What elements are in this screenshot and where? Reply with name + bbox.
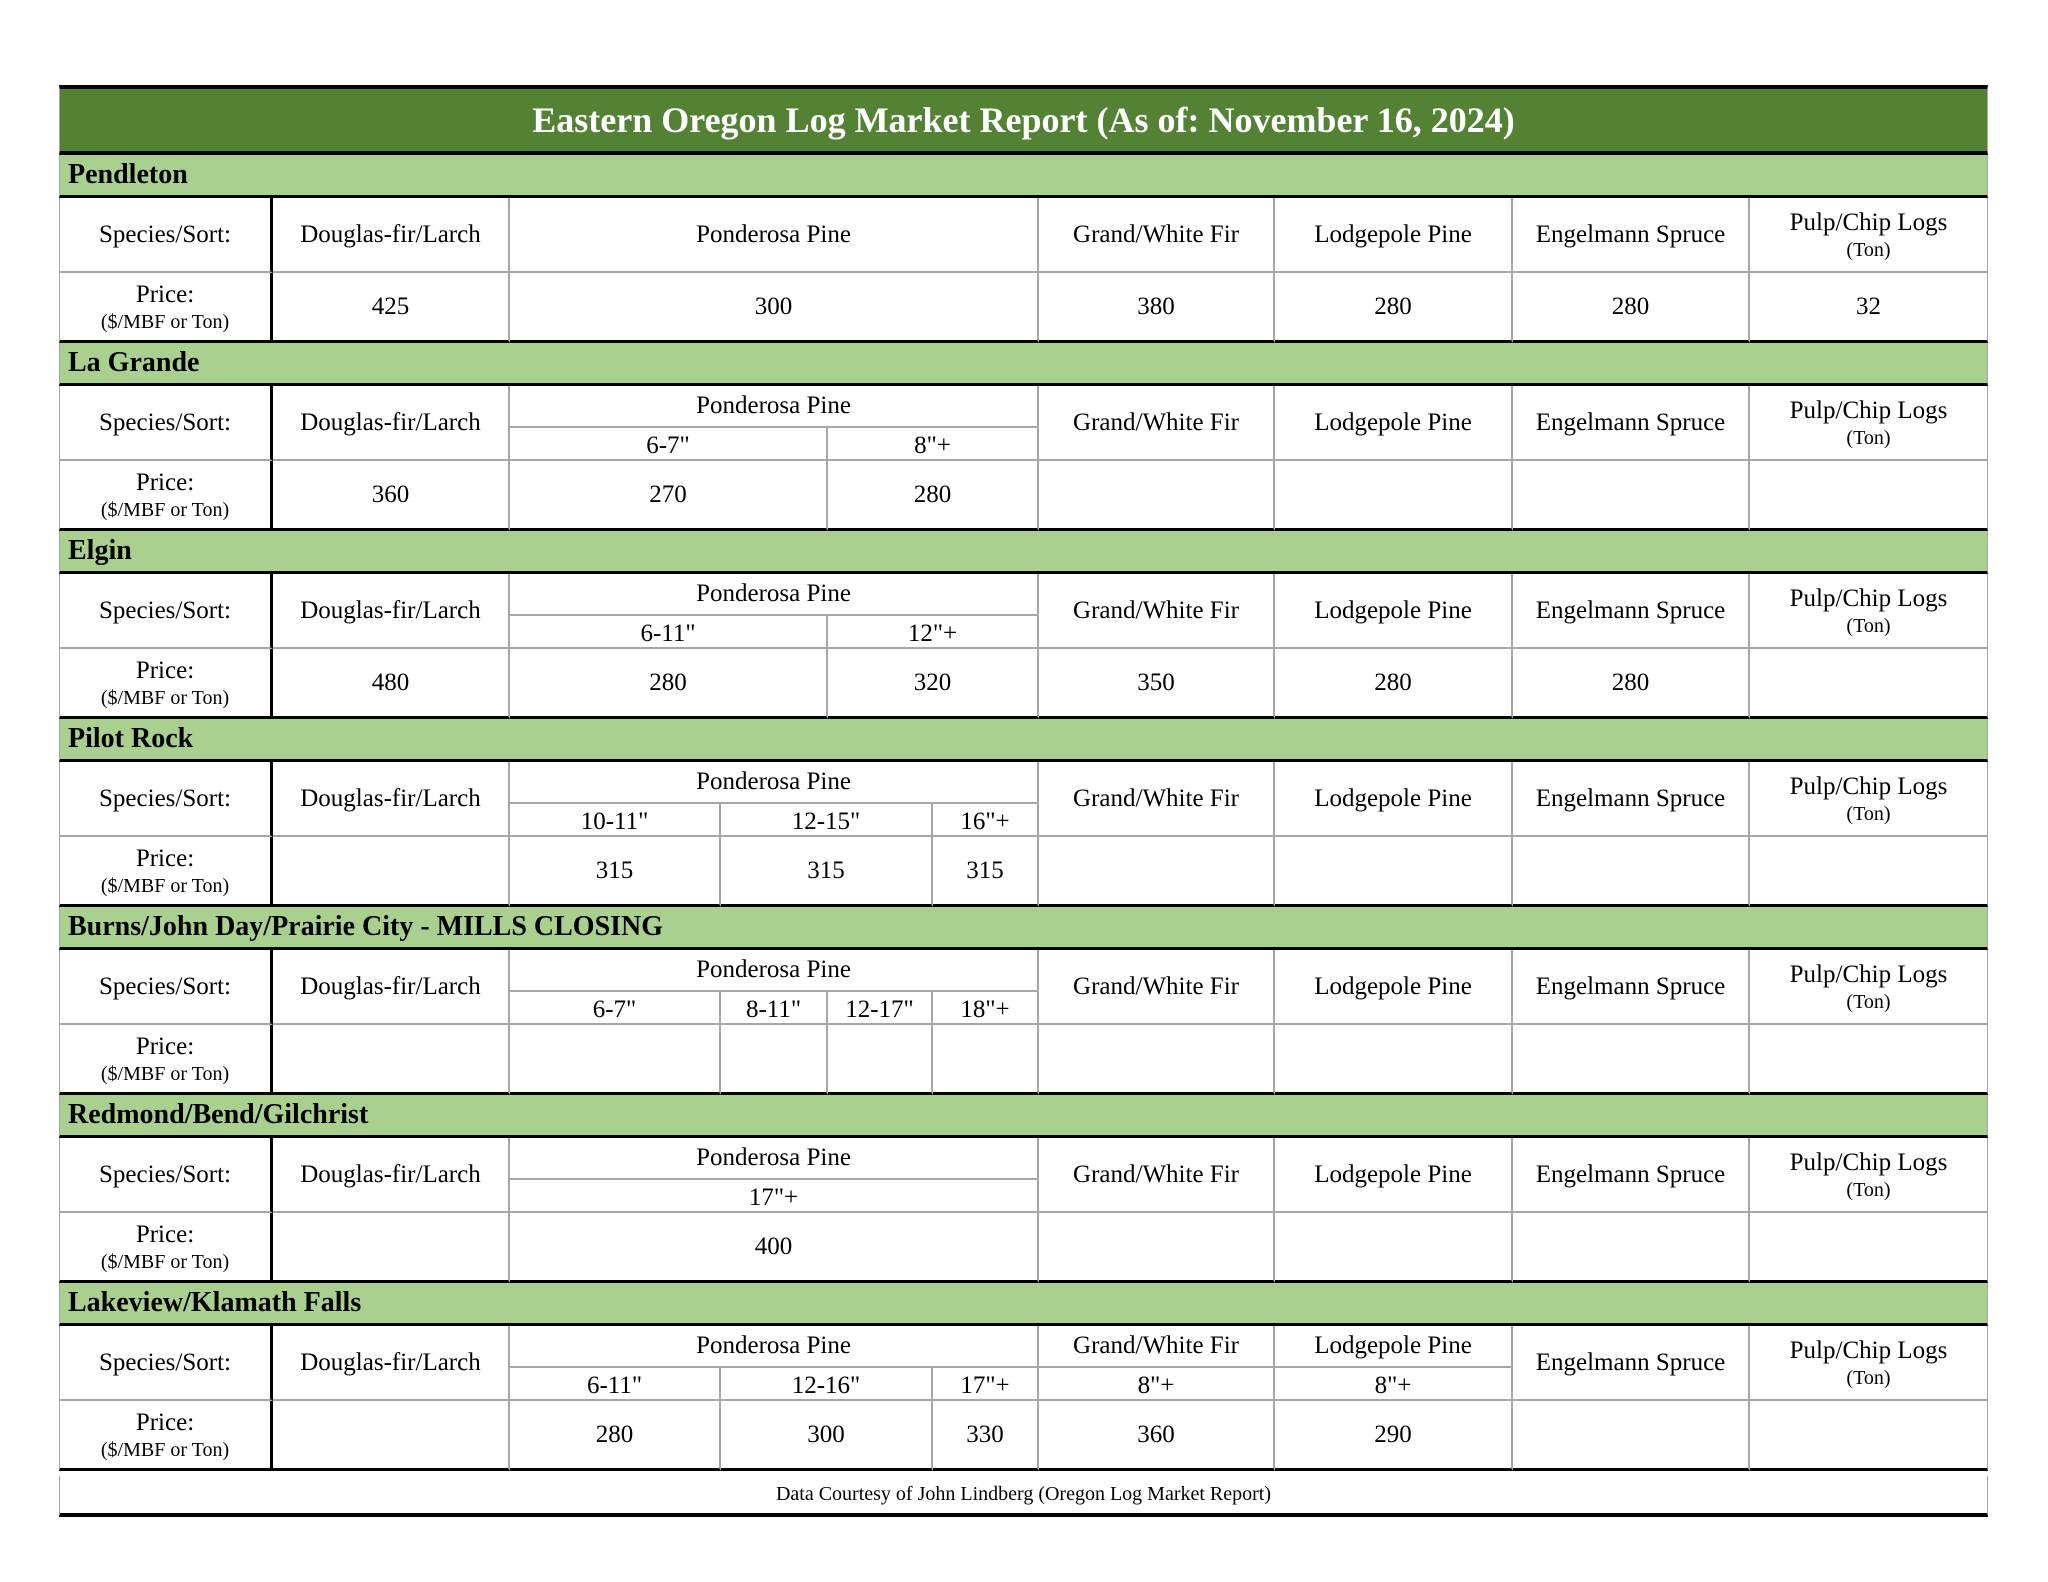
price-cell: [273, 649, 510, 719]
species-header-cell: [510, 386, 1039, 428]
sort-header-cell: [510, 1368, 721, 1401]
species-sort-label: Species/Sort:: [99, 1348, 231, 1376]
species-pulp: Pulp/Chip Logs: [1789, 584, 1948, 612]
species-ponderosa: Ponderosa Pine: [696, 580, 851, 607]
price-cell: [1750, 461, 1988, 531]
price-label: Price:: [135, 844, 195, 872]
sort-header-cell: [828, 616, 1039, 649]
pulp-unit: (Ton): [1846, 1366, 1891, 1389]
species-header-cell: [1750, 1138, 1988, 1213]
species-header-cell: [1513, 950, 1750, 1025]
price-cell: [510, 1213, 1039, 1283]
price-label-cell: [59, 273, 273, 343]
price-cell: [510, 1401, 721, 1471]
price-grand-fir: 360: [1137, 1420, 1175, 1448]
pulp-unit: (Ton): [1846, 238, 1891, 261]
species-label-cell: [59, 762, 273, 837]
species-grand-fir: Grand/White Fir: [1073, 220, 1239, 248]
species-douglas-fir: Douglas-fir/Larch: [300, 1160, 481, 1188]
location-band: [59, 1283, 1988, 1326]
species-label-cell: [59, 1138, 273, 1213]
price-label: Price:: [135, 1032, 195, 1060]
species-header-cell: [1750, 574, 1988, 649]
lodgepole-sort-label: 8"+: [1374, 1371, 1412, 1399]
price-lodgepole: 290: [1374, 1420, 1412, 1448]
ponderosa-sort-label: 10-11": [580, 807, 649, 835]
price-grid: [59, 1138, 1988, 1283]
ponderosa-sort-label: 12-17": [845, 995, 914, 1023]
price-grid: [59, 574, 1988, 719]
species-header-cell: [1275, 574, 1513, 649]
species-header-cell: [1750, 1326, 1988, 1401]
species-douglas-fir: Douglas-fir/Larch: [300, 1348, 481, 1376]
species-sort-label: Species/Sort:: [99, 972, 231, 1000]
species-header-cell: [1039, 1326, 1275, 1368]
location-name: Elgin: [68, 535, 132, 566]
species-ponderosa: Ponderosa Pine: [696, 768, 851, 795]
species-engelmann: Engelmann Spruce: [1535, 1348, 1726, 1376]
species-header-cell: [1513, 198, 1750, 273]
species-ponderosa: Ponderosa Pine: [696, 220, 851, 248]
price-ponderosa: 315: [595, 856, 634, 884]
pulp-unit: (Ton): [1846, 990, 1891, 1013]
species-grand-fir: Grand/White Fir: [1073, 784, 1239, 812]
price-engelmann: 280: [1611, 292, 1650, 320]
price-cell: [721, 1025, 828, 1095]
species-header-cell: [273, 386, 510, 461]
species-pulp: Pulp/Chip Logs: [1789, 772, 1948, 800]
species-ponderosa: Ponderosa Pine: [696, 1144, 851, 1171]
species-grand-fir: Grand/White Fir: [1073, 408, 1239, 436]
pulp-unit: (Ton): [1846, 614, 1891, 637]
price-label-cell: [59, 461, 273, 531]
species-header-cell: [1275, 1326, 1513, 1368]
price-cell: [1039, 649, 1275, 719]
species-engelmann: Engelmann Spruce: [1535, 784, 1726, 812]
price-cell: [510, 273, 1039, 343]
price-label-cell: [59, 1025, 273, 1095]
species-header-cell: [510, 762, 1039, 804]
sort-header-cell: [510, 804, 721, 837]
species-header-cell: [273, 198, 510, 273]
price-cell: [1275, 1213, 1513, 1283]
price-label-cell: [59, 649, 273, 719]
species-grand-fir: Grand/White Fir: [1073, 1332, 1239, 1359]
species-engelmann: Engelmann Spruce: [1535, 220, 1726, 248]
species-douglas-fir: Douglas-fir/Larch: [300, 596, 481, 624]
species-header-cell: [1750, 198, 1988, 273]
report-footer: [59, 1476, 1988, 1517]
species-header-cell: [510, 950, 1039, 992]
location-name: Redmond/Bend/Gilchrist: [68, 1099, 369, 1130]
species-ponderosa: Ponderosa Pine: [696, 392, 851, 419]
price-ponderosa: 280: [595, 1420, 634, 1448]
price-cell: [1275, 837, 1513, 907]
sort-header-cell: [828, 428, 1039, 461]
sort-header-cell: [510, 992, 721, 1025]
species-sort-label: Species/Sort:: [99, 408, 231, 436]
price-cell: [1750, 1025, 1988, 1095]
ponderosa-sort-label: 6-7": [646, 431, 690, 459]
species-pulp: Pulp/Chip Logs: [1789, 1336, 1948, 1364]
price-cell: [1039, 273, 1275, 343]
species-header-cell: [1750, 386, 1988, 461]
sort-header-cell: [510, 1180, 1039, 1213]
pulp-unit: (Ton): [1846, 426, 1891, 449]
price-cell: [1513, 837, 1750, 907]
species-header-cell: [1275, 1138, 1513, 1213]
species-header-cell: [1513, 1138, 1750, 1213]
price-douglas-fir: 425: [371, 292, 410, 320]
price-grid: [59, 762, 1988, 907]
price-ponderosa: 315: [807, 856, 845, 884]
species-header-cell: [510, 574, 1039, 616]
price-cell: [1513, 1401, 1750, 1471]
location-band: [59, 155, 1988, 198]
ponderosa-sort-label: 17"+: [960, 1371, 1010, 1399]
price-cell: [510, 837, 721, 907]
price-unit: ($/MBF or Ton): [100, 686, 230, 709]
species-header-cell: [510, 1326, 1039, 1368]
location-band: [59, 343, 1988, 386]
price-cell: [1750, 1401, 1988, 1471]
location-band: [59, 907, 1988, 950]
price-ponderosa: 400: [754, 1232, 793, 1260]
price-label-cell: [59, 837, 273, 907]
species-lodgepole: Lodgepole Pine: [1314, 220, 1472, 248]
species-ponderosa: Ponderosa Pine: [696, 956, 851, 983]
species-header-cell: [273, 950, 510, 1025]
species-header-cell: [1275, 386, 1513, 461]
report-title: Eastern Oregon Log Market Report (As of: November 16, 2024): [532, 100, 1515, 140]
species-header-cell: [273, 1138, 510, 1213]
sort-header-cell: [933, 992, 1039, 1025]
price-unit: ($/MBF or Ton): [100, 1438, 230, 1461]
price-cell: [828, 649, 1039, 719]
species-header-cell: [1039, 386, 1275, 461]
species-header-cell: [1513, 386, 1750, 461]
species-lodgepole: Lodgepole Pine: [1314, 1160, 1472, 1188]
price-cell: [933, 837, 1039, 907]
species-header-cell: [1275, 762, 1513, 837]
sort-header-cell: [828, 992, 933, 1025]
price-cell: [510, 461, 828, 531]
sort-header-cell: [721, 1368, 933, 1401]
price-ponderosa: 330: [966, 1420, 1004, 1448]
species-engelmann: Engelmann Spruce: [1535, 596, 1726, 624]
log-market-report-table: [59, 85, 1988, 1505]
sort-header-cell: [721, 992, 828, 1025]
price-grid: [59, 198, 1988, 343]
sort-header-cell: [1275, 1368, 1513, 1401]
price-grand-fir: 350: [1137, 668, 1175, 696]
species-douglas-fir: Douglas-fir/Larch: [300, 220, 481, 248]
species-header-cell: [1039, 1138, 1275, 1213]
species-pulp: Pulp/Chip Logs: [1789, 960, 1948, 988]
ponderosa-sort-label: 6-7": [592, 995, 637, 1023]
price-ponderosa: 300: [807, 1420, 845, 1448]
ponderosa-sort-label: 6-11": [586, 1371, 643, 1399]
price-cell: [721, 1401, 933, 1471]
species-sort-label: Species/Sort:: [99, 220, 231, 248]
price-pulp: 32: [1856, 292, 1881, 320]
price-cell: [1275, 273, 1513, 343]
species-header-cell: [1275, 950, 1513, 1025]
price-label: Price:: [135, 1220, 195, 1248]
species-sort-label: Species/Sort:: [99, 596, 231, 624]
species-lodgepole: Lodgepole Pine: [1314, 1332, 1472, 1359]
price-cell: [1275, 649, 1513, 719]
price-cell: [273, 461, 510, 531]
species-grand-fir: Grand/White Fir: [1073, 1160, 1239, 1188]
species-header-cell: [273, 762, 510, 837]
price-douglas-fir: 360: [371, 480, 410, 508]
species-header-cell: [1513, 574, 1750, 649]
species-header-cell: [1039, 198, 1275, 273]
species-lodgepole: Lodgepole Pine: [1314, 784, 1472, 812]
sort-header-cell: [1039, 1368, 1275, 1401]
price-label-cell: [59, 1401, 273, 1471]
price-cell: [1513, 1025, 1750, 1095]
price-cell: [1513, 273, 1750, 343]
price-grid: [59, 1326, 1988, 1471]
species-pulp: Pulp/Chip Logs: [1789, 1148, 1948, 1176]
price-unit: ($/MBF or Ton): [100, 310, 230, 333]
species-douglas-fir: Douglas-fir/Larch: [300, 784, 481, 812]
price-cell: [510, 1025, 721, 1095]
sort-header-cell: [510, 428, 828, 461]
species-douglas-fir: Douglas-fir/Larch: [300, 972, 481, 1000]
report-title-bar: [59, 85, 1988, 155]
price-cell: [1039, 1025, 1275, 1095]
price-cell: [510, 649, 828, 719]
price-ponderosa: 315: [966, 856, 1004, 884]
species-label-cell: [59, 198, 273, 273]
price-cell: [1513, 1213, 1750, 1283]
price-ponderosa: 270: [649, 480, 687, 508]
ponderosa-sort-label: 12-15": [791, 807, 861, 835]
price-unit: ($/MBF or Ton): [100, 498, 230, 521]
price-cell: [1275, 1401, 1513, 1471]
price-cell: [1039, 1213, 1275, 1283]
price-cell: [273, 1213, 510, 1283]
price-cell: [273, 1401, 510, 1471]
price-label-cell: [59, 1213, 273, 1283]
species-lodgepole: Lodgepole Pine: [1314, 972, 1472, 1000]
price-douglas-fir: 480: [371, 668, 410, 696]
price-label: Price:: [135, 468, 195, 496]
pulp-unit: (Ton): [1846, 802, 1891, 825]
price-cell: [273, 837, 510, 907]
sort-header-cell: [933, 1368, 1039, 1401]
price-grid: [59, 386, 1988, 531]
price-cell: [721, 837, 933, 907]
species-header-cell: [510, 198, 1039, 273]
price-ponderosa: 280: [649, 668, 687, 696]
price-grid: [59, 950, 1988, 1095]
price-label: Price:: [135, 1408, 195, 1436]
price-ponderosa: 300: [754, 292, 793, 320]
price-grand-fir: 380: [1137, 292, 1175, 320]
species-header-cell: [1275, 198, 1513, 273]
location-band: [59, 531, 1988, 574]
species-grand-fir: Grand/White Fir: [1073, 596, 1239, 624]
sort-header-cell: [933, 804, 1039, 837]
price-cell: [1750, 649, 1988, 719]
species-header-cell: [1039, 762, 1275, 837]
location-band: [59, 719, 1988, 762]
species-pulp: Pulp/Chip Logs: [1789, 208, 1948, 236]
species-grand-fir: Grand/White Fir: [1073, 972, 1239, 1000]
location-name: Pendleton: [68, 159, 188, 190]
ponderosa-sort-label: 8"+: [914, 431, 951, 459]
species-lodgepole: Lodgepole Pine: [1314, 408, 1472, 436]
price-cell: [1513, 461, 1750, 531]
price-unit: ($/MBF or Ton): [100, 1250, 230, 1273]
grand-fir-sort-label: 8"+: [1137, 1371, 1175, 1399]
footer-credit: Data Courtesy of John Lindberg (Oregon Log Market Report): [775, 1483, 1272, 1505]
price-cell: [828, 461, 1039, 531]
species-header-cell: [1039, 574, 1275, 649]
species-label-cell: [59, 950, 273, 1025]
location-name: Pilot Rock: [68, 723, 194, 754]
price-cell: [1039, 837, 1275, 907]
price-lodgepole: 280: [1374, 668, 1412, 696]
species-douglas-fir: Douglas-fir/Larch: [300, 408, 481, 436]
species-label-cell: [59, 386, 273, 461]
price-cell: [933, 1401, 1039, 1471]
species-label-cell: [59, 574, 273, 649]
ponderosa-sort-label: 16"+: [960, 807, 1010, 835]
species-sort-label: Species/Sort:: [99, 784, 231, 812]
sort-header-cell: [721, 804, 933, 837]
price-cell: [273, 1025, 510, 1095]
price-label: Price:: [135, 280, 195, 308]
sort-header-cell: [510, 616, 828, 649]
price-cell: [1750, 1213, 1988, 1283]
location-band: [59, 1095, 1988, 1138]
species-header-cell: [1513, 762, 1750, 837]
price-cell: [828, 1025, 933, 1095]
price-cell: [1275, 461, 1513, 531]
ponderosa-sort-label: 12-16": [791, 1371, 861, 1399]
species-label-cell: [59, 1326, 273, 1401]
species-ponderosa: Ponderosa Pine: [696, 1332, 851, 1359]
price-lodgepole: 280: [1374, 292, 1412, 320]
ponderosa-sort-label: 8-11": [745, 995, 802, 1023]
price-ponderosa: 280: [913, 480, 952, 508]
species-engelmann: Engelmann Spruce: [1535, 1160, 1726, 1188]
pulp-unit: (Ton): [1846, 1178, 1891, 1201]
species-header-cell: [273, 574, 510, 649]
species-pulp: Pulp/Chip Logs: [1789, 396, 1948, 424]
species-header-cell: [510, 1138, 1039, 1180]
species-engelmann: Engelmann Spruce: [1535, 972, 1726, 1000]
species-sort-label: Species/Sort:: [99, 1160, 231, 1188]
species-header-cell: [1513, 1326, 1750, 1401]
species-header-cell: [1750, 762, 1988, 837]
price-engelmann: 280: [1611, 668, 1650, 696]
ponderosa-sort-label: 17"+: [748, 1183, 799, 1211]
price-cell: [273, 273, 510, 343]
price-cell: [1039, 461, 1275, 531]
location-name: Burns/John Day/Prairie City - MILLS CLOSING: [68, 911, 664, 942]
ponderosa-sort-label: 6-11": [640, 619, 696, 647]
species-engelmann: Engelmann Spruce: [1535, 408, 1726, 436]
price-unit: ($/MBF or Ton): [100, 874, 230, 897]
ponderosa-sort-label: 12"+: [907, 619, 958, 647]
ponderosa-sort-label: 18"+: [960, 995, 1010, 1023]
species-header-cell: [273, 1326, 510, 1401]
species-header-cell: [1750, 950, 1988, 1025]
species-lodgepole: Lodgepole Pine: [1314, 596, 1472, 624]
price-cell: [1275, 1025, 1513, 1095]
price-cell: [933, 1025, 1039, 1095]
location-name: La Grande: [68, 347, 200, 378]
price-cell: [1750, 837, 1988, 907]
location-name: Lakeview/Klamath Falls: [68, 1287, 362, 1318]
price-cell: [1513, 649, 1750, 719]
price-cell: [1039, 1401, 1275, 1471]
price-unit: ($/MBF or Ton): [100, 1062, 230, 1085]
price-label: Price:: [135, 656, 195, 684]
price-cell: [1750, 273, 1988, 343]
species-header-cell: [1039, 950, 1275, 1025]
price-ponderosa: 320: [913, 668, 952, 696]
